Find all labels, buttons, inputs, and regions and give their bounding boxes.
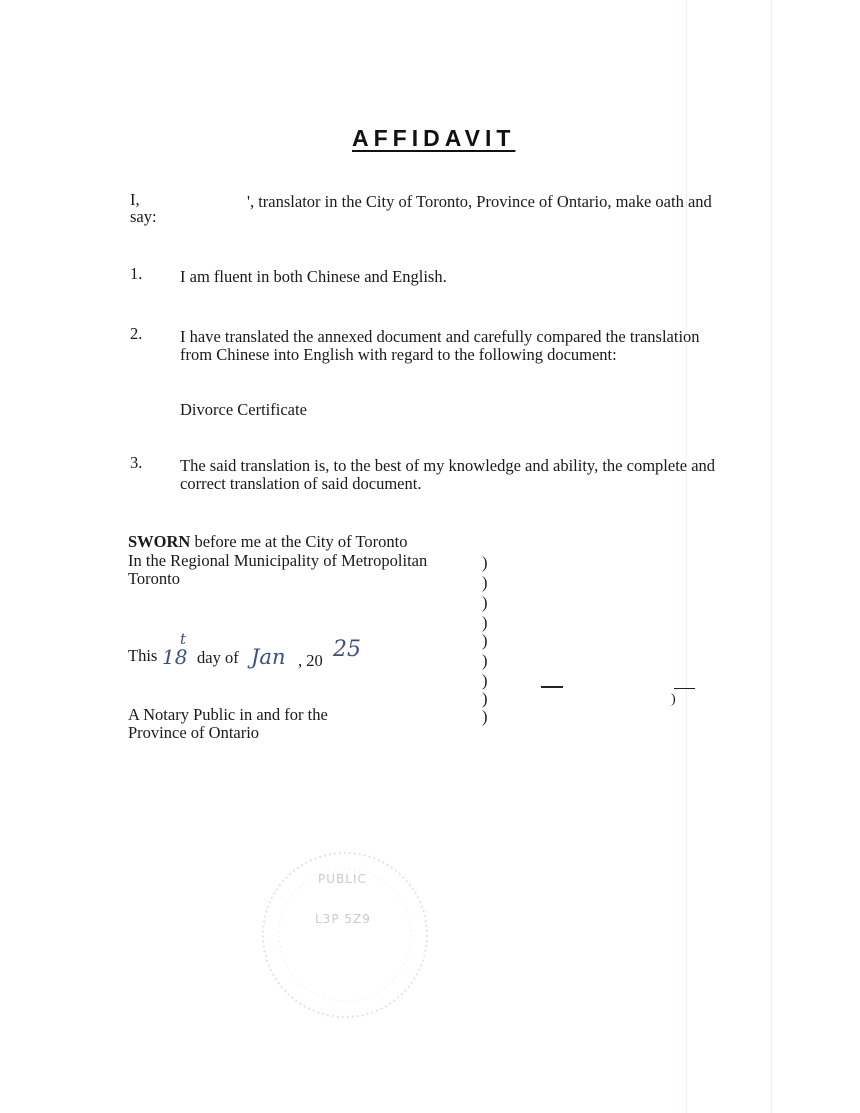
notary-seal-icon bbox=[255, 835, 435, 1030]
item-text-line: I am fluent in both Chinese and English. bbox=[180, 267, 447, 286]
handwritten-day: 18 bbox=[162, 645, 188, 669]
notary-line-1: A Notary Public in and for the bbox=[128, 705, 328, 724]
bracket-paren: ) bbox=[482, 593, 488, 612]
item-number: 1. bbox=[130, 264, 143, 283]
bracket-paren: ) bbox=[482, 573, 488, 592]
item-text-line: correct translation of said document. bbox=[180, 474, 422, 493]
item-number: 3. bbox=[130, 453, 143, 472]
scan-line bbox=[686, 0, 687, 1113]
item-number: 2. bbox=[130, 324, 143, 343]
signature-mark: ) bbox=[671, 692, 676, 707]
intro-text-line-1: ', translator in the City of Toronto, Province of Ontario, make oath and bbox=[247, 192, 712, 211]
signature-line bbox=[674, 688, 695, 689]
document-name: Divorce Certificate bbox=[180, 400, 307, 419]
page-title: AFFIDAVIT bbox=[352, 125, 516, 151]
handwritten-year: 25 bbox=[333, 637, 361, 662]
date-this-label: This bbox=[128, 646, 158, 665]
intro-text-line-2: say: bbox=[130, 207, 157, 226]
bracket-paren: ) bbox=[482, 651, 488, 670]
bracket-paren: ) bbox=[482, 553, 488, 572]
seal-text: PUBLIC bbox=[318, 872, 367, 886]
notary-line-2: Province of Ontario bbox=[128, 723, 260, 742]
sworn-rest: before me at the City of Toronto bbox=[190, 532, 408, 551]
bracket-paren: ) bbox=[482, 671, 488, 690]
sworn-line-2: In the Regional Municipality of Metropolitan bbox=[128, 551, 428, 570]
item-text-line: I have translated the annexed document and carefully compared the translation bbox=[180, 327, 700, 346]
signature-line bbox=[541, 686, 563, 688]
item-text-line: from Chinese into English with regard to the following document: bbox=[180, 345, 617, 364]
sworn-line-1 bbox=[128, 532, 407, 552]
bracket-paren: ) bbox=[482, 613, 488, 632]
date-day-of-label: day of bbox=[197, 648, 239, 667]
seal-text: L3P 5Z9 bbox=[315, 912, 371, 926]
date-year-prefix: , 20 bbox=[298, 651, 323, 670]
bracket-paren: ) bbox=[482, 631, 488, 650]
scan-line bbox=[771, 0, 772, 1113]
intro-pronoun: I, bbox=[130, 190, 140, 209]
sworn-line-3: Toronto bbox=[128, 569, 181, 588]
handwritten-day-mark: t bbox=[180, 630, 187, 648]
item-text-line: The said translation is, to the best of my knowledge and ability, the complete and bbox=[180, 456, 716, 475]
handwritten-month: Jan bbox=[251, 645, 286, 669]
bracket-paren: ) bbox=[482, 707, 488, 726]
bracket-paren: ) bbox=[482, 689, 488, 708]
sworn-bold: SWORN bbox=[128, 532, 191, 551]
